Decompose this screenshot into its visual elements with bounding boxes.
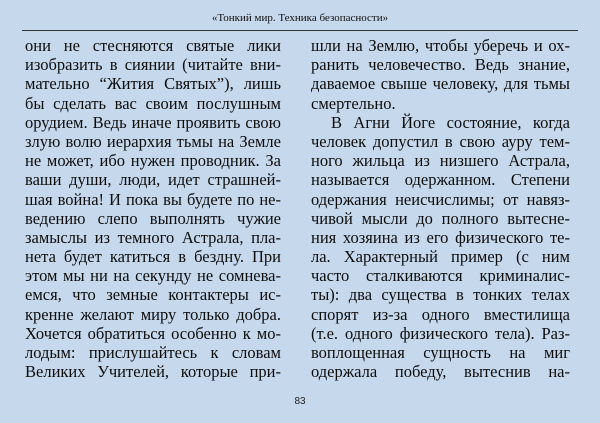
text-line: ранить человечество. Ведь знание,: [311, 55, 570, 75]
text-line: одержала победу, вытеснив на-: [311, 362, 570, 382]
text-line: лодым: прислушайтесь к словам: [25, 343, 281, 362]
text-line: человек допустил в свою ауру тем-: [311, 131, 570, 151]
text-line: (т.е. одного физического тела). Раз-: [311, 323, 570, 343]
running-header: «Тонкий мир. Техника безопасности»: [22, 6, 578, 31]
text-line: ты): два существа в тонких телах: [311, 285, 570, 305]
text-line: часто сталкиваются криминалис-: [311, 266, 570, 286]
text-line: Великих Учителей, которые при-: [25, 362, 281, 382]
text-line: этом мы ни на секунду не сомнева-: [25, 266, 281, 286]
text-line: называется одержанном. Степени: [311, 170, 570, 190]
text-line: Хочется обратиться особенно к мо-: [25, 323, 281, 343]
right-text-column: [311, 36, 570, 381]
text-line: ния хозяина из его физического те-: [311, 227, 570, 247]
text-line: бы сделать вас своим послушным: [25, 93, 281, 113]
text-line: спорят из-за одного вместилища: [311, 304, 570, 324]
text-line: ла. Характерный пример (с ним: [311, 247, 570, 267]
text-line: одержания неисчислимы; от навяз-: [311, 189, 570, 209]
text-line: они не стесняются святые лики: [25, 36, 281, 55]
text-line: нета будет катиться в бездну. При: [25, 247, 281, 267]
text-line: шая война! И пока вы будете по не-: [25, 189, 281, 209]
paragraph-start-line: В Агни Йоге состояние, когда: [331, 112, 570, 132]
text-line: ваши души, люди, идет страшней-: [25, 170, 281, 190]
text-line: кренне желают миру только добра.: [25, 304, 281, 324]
text-line: мательно “Жития Святых”), лишь: [25, 74, 281, 94]
text-line: замыслы из темного Астрала, пла-: [25, 227, 281, 247]
text-line: воплощенная сущность на миг: [311, 343, 570, 362]
text-line: злую волю иерархия тьмы на Земле: [25, 131, 281, 151]
text-line: орудием. Ведь иначе проявить свою: [25, 112, 281, 132]
text-line: чивой мысли до полного вытесне-: [311, 208, 570, 228]
text-line: шли на Землю, чтобы уберечь и ох-: [311, 36, 570, 55]
text-line: ведению слепо выполнять чужие: [25, 208, 281, 228]
text-line: даваемое свыше человеку, для тьмы: [311, 74, 570, 94]
text-line: изобразить в сиянии (читайте вни-: [25, 55, 281, 75]
text-line: ного жильца из низшего Астрала,: [311, 151, 570, 171]
text-line: не может, ибо нужен проводник. За: [25, 151, 281, 171]
page-number: 83: [294, 396, 306, 407]
paragraph-end-line: смертельно.: [311, 93, 396, 113]
left-text-column: [25, 36, 281, 381]
text-line: емся, что земные контактеры ис-: [25, 285, 281, 305]
